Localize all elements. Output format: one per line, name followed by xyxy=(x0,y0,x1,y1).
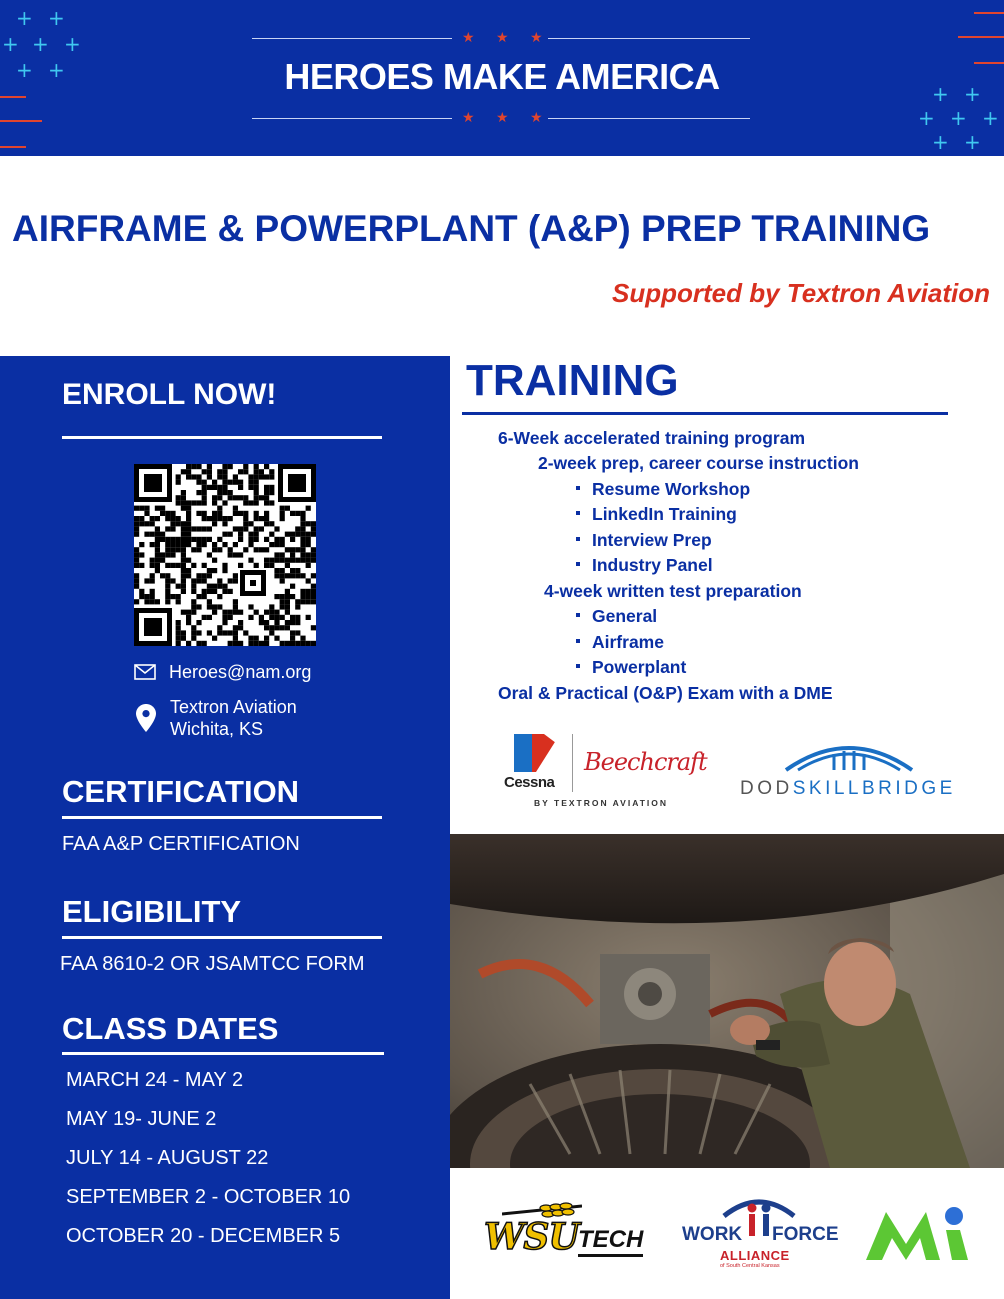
location-pin-icon xyxy=(136,704,156,732)
prep-item: Industry Panel xyxy=(576,555,713,576)
plus-decoration-icon: + xyxy=(964,130,981,154)
plus-decoration-icon: + xyxy=(48,6,65,30)
by-textron-text: BY TEXTRON AVIATION xyxy=(534,798,669,808)
bullet-icon xyxy=(576,537,580,541)
bullet-icon xyxy=(576,562,580,566)
eligibility-text: FAA 8610-2 OR JSAMTCC FORM xyxy=(60,953,365,975)
email-row[interactable] xyxy=(134,661,311,683)
dash-decoration xyxy=(974,12,1004,14)
prep-item: Resume Workshop xyxy=(576,479,750,500)
star-icon: ★ xyxy=(496,30,509,46)
training-prep: 2-week prep, career course instruction xyxy=(538,453,859,473)
plus-decoration-icon: + xyxy=(982,106,999,130)
bullet-icon xyxy=(576,613,580,617)
email-text: Heroes@nam.org xyxy=(169,662,312,682)
certification-text: FAA A&P CERTIFICATION xyxy=(62,833,300,855)
qr-code-icon[interactable] xyxy=(134,464,316,646)
cessna-text: Cessna xyxy=(504,774,555,791)
training-rule xyxy=(462,412,948,415)
star-icon: ★ xyxy=(462,30,475,46)
dash-decoration xyxy=(958,36,1004,38)
mechanic-engine-photo xyxy=(450,834,1004,1168)
class-dates-rule xyxy=(62,1052,384,1055)
certification-heading: CERTIFICATION xyxy=(62,774,300,809)
skillbridge-text: DODSKILLBRIDGE xyxy=(740,778,956,799)
page-title: AIRFRAME & POWERPLANT (A&P) PREP TRAINING xyxy=(12,208,931,249)
plus-decoration-icon: + xyxy=(932,130,949,154)
plus-decoration-icon: + xyxy=(32,32,49,56)
plus-decoration-icon: + xyxy=(16,6,33,30)
eligibility-rule xyxy=(62,936,382,939)
written-item: Airframe xyxy=(576,632,664,653)
plus-decoration-icon: + xyxy=(932,82,949,106)
workforce-alliance-logo xyxy=(680,1194,840,1276)
bullet-icon xyxy=(576,639,580,643)
supported-by: Supported by Textron Aviation xyxy=(612,278,990,308)
banner-rule-top-left xyxy=(252,38,452,39)
alliance-text: ALLIANCE xyxy=(720,1248,790,1263)
beechcraft-text: Beechcraft xyxy=(584,748,707,776)
location-line-1: Textron Aviation xyxy=(170,697,297,717)
wsu-text: WSU xyxy=(484,1216,579,1258)
class-date: JULY 14 - AUGUST 22 xyxy=(66,1147,269,1169)
plus-decoration-icon: + xyxy=(48,58,65,82)
work-text: WORK xyxy=(682,1224,743,1245)
bridge-icon xyxy=(784,740,914,774)
star-icon: ★ xyxy=(530,30,543,46)
class-date: MAY 19- JUNE 2 xyxy=(66,1108,217,1130)
bullet-icon xyxy=(576,486,580,490)
training-program: 6-Week accelerated training program xyxy=(498,428,806,448)
bullet-icon xyxy=(576,511,580,515)
cessna-beechcraft-logo xyxy=(502,730,712,812)
class-dates-heading: CLASS DATES xyxy=(62,1011,279,1046)
training-written: 4-week written test preparation xyxy=(544,581,802,601)
banner-title: HEROES MAKE AMERICA xyxy=(284,56,720,97)
plus-decoration-icon: + xyxy=(64,32,81,56)
star-icon: ★ xyxy=(496,110,509,126)
dash-decoration xyxy=(0,120,42,122)
wsu-tech-logo xyxy=(484,1198,646,1262)
banner-rule-top-right xyxy=(548,38,750,39)
star-icon: ★ xyxy=(530,110,543,126)
banner-rule-bottom-right xyxy=(548,118,750,119)
envelope-icon xyxy=(134,664,156,680)
dod-skillbridge-logo xyxy=(738,740,978,804)
logo-divider xyxy=(572,734,573,792)
star-icon: ★ xyxy=(462,110,475,126)
training-exam: Oral & Practical (O&P) Exam with a DME xyxy=(498,683,833,703)
plus-decoration-icon: + xyxy=(964,82,981,106)
banner-rule-bottom-left xyxy=(252,118,452,119)
plus-decoration-icon: + xyxy=(950,106,967,130)
tech-text: TECH xyxy=(578,1226,643,1257)
class-date: OCTOBER 20 - DECEMBER 5 xyxy=(66,1225,341,1247)
class-date: MARCH 24 - MAY 2 xyxy=(66,1069,244,1091)
dash-decoration xyxy=(0,146,26,148)
training-heading: TRAINING xyxy=(466,356,679,405)
certification-rule xyxy=(62,816,382,819)
location-line-2: Wichita, KS xyxy=(170,719,264,739)
plus-decoration-icon: + xyxy=(16,58,33,82)
prep-item: LinkedIn Training xyxy=(576,504,737,525)
prep-item: Interview Prep xyxy=(576,530,712,551)
class-date: SEPTEMBER 2 - OCTOBER 10 xyxy=(66,1186,351,1208)
force-text: FORCE xyxy=(772,1224,839,1245)
enroll-heading: ENROLL NOW! xyxy=(62,378,277,411)
eligibility-heading: ELIGIBILITY xyxy=(62,894,242,929)
mi-logo xyxy=(862,1204,970,1264)
enroll-rule xyxy=(62,436,382,439)
south-central-text: of South Central Kansas xyxy=(720,1263,780,1269)
plus-decoration-icon: + xyxy=(2,32,19,56)
written-item: General xyxy=(576,606,657,627)
cessna-mark-icon xyxy=(514,732,560,774)
header-banner xyxy=(0,0,1004,156)
bullet-icon xyxy=(576,664,580,668)
plus-decoration-icon: + xyxy=(918,106,935,130)
written-item: Powerplant xyxy=(576,657,686,678)
mi-logo-icon xyxy=(862,1204,970,1264)
info-panel xyxy=(0,356,450,1299)
